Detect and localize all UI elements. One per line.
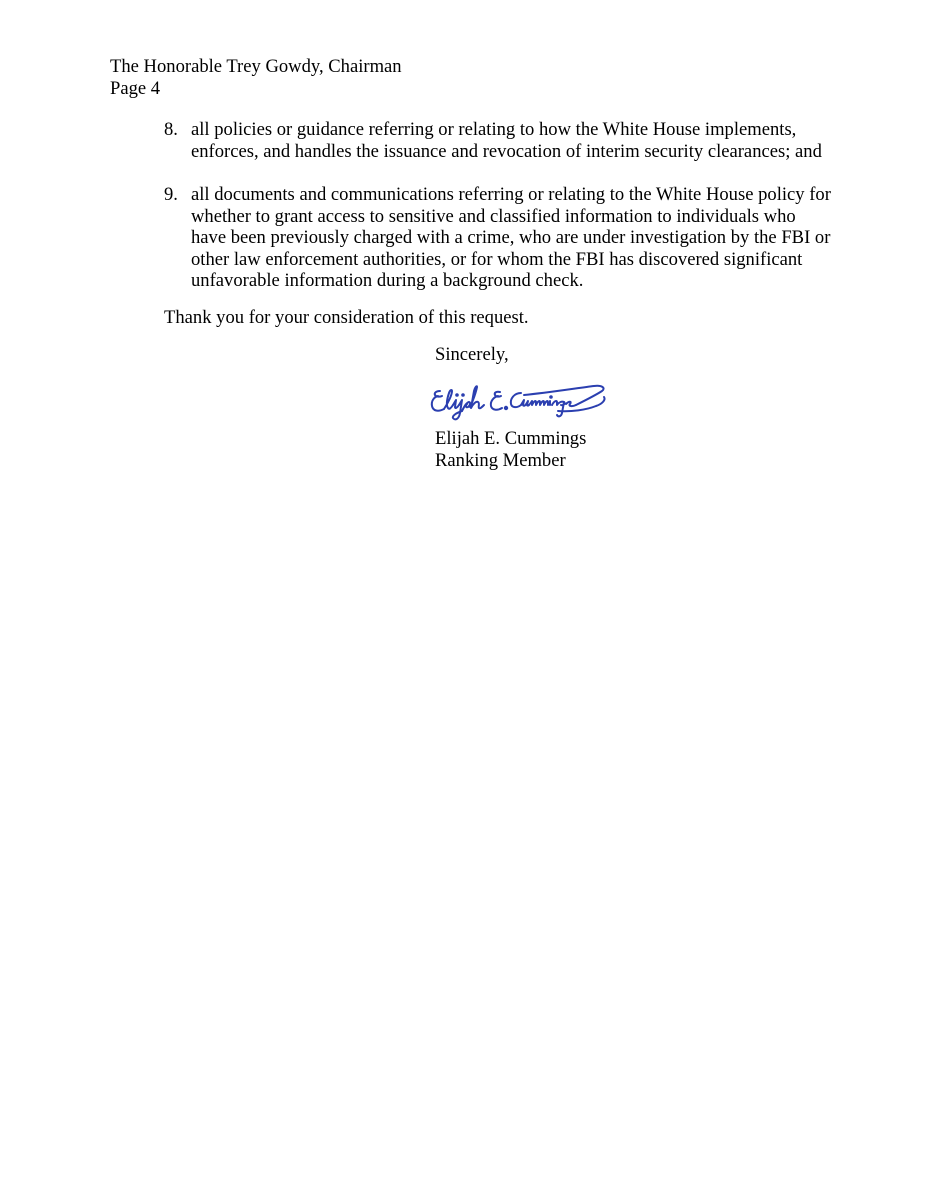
list-item-line: all policies or guidance referring or relating to how the White House implements, <box>191 119 797 140</box>
request-list <box>164 119 864 292</box>
list-item <box>164 119 864 162</box>
list-item <box>164 184 864 292</box>
signatory-block <box>435 428 735 471</box>
addressee-line: The Honorable Trey Gowdy, Chairman <box>110 56 402 77</box>
closing-paragraph: Thank you for your consideration of this request. <box>164 307 529 328</box>
list-item-line: have been previously charged with a crime, who are under investigation by the FBI or <box>191 227 831 248</box>
list-item-number: 9. <box>164 184 178 205</box>
handwritten-signature <box>426 375 610 425</box>
salutation-block <box>435 344 735 366</box>
list-item-number: 8. <box>164 119 178 140</box>
list-item-line: unfavorable information during a background check. <box>191 270 584 291</box>
list-item-line: other law enforcement authorities, or for whom the FBI has discovered significant <box>191 248 803 270</box>
salutation: Sincerely, <box>435 344 509 365</box>
list-item-line: whether to grant access to sensitive and classified information to individuals who <box>191 205 796 227</box>
list-item-line: enforces, and handles the issuance and revocation of interim security clearances; and <box>191 140 822 162</box>
signatory-title: Ranking Member <box>435 449 566 471</box>
list-item-line: all documents and communications referring or relating to the White House policy for <box>191 184 831 205</box>
page-number: Page 4 <box>110 77 161 99</box>
list-item-text <box>191 184 864 292</box>
list-item-text <box>191 119 864 162</box>
signatory-name: Elijah E. Cummings <box>435 428 587 449</box>
letter-header <box>110 56 810 99</box>
